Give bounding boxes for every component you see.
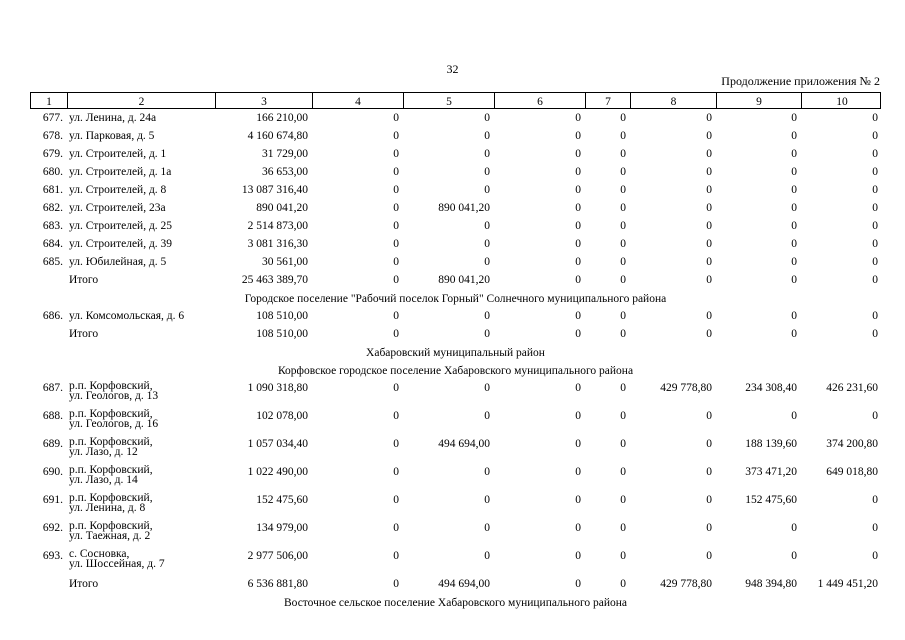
- address-line: с. Сосновка,: [69, 548, 130, 560]
- address-line: р.п. Корфовский,: [69, 492, 153, 504]
- header-cell: 6: [494, 93, 585, 108]
- table-cell: 4 160 674,80: [247, 130, 308, 142]
- table-cell: 0: [393, 130, 399, 142]
- table-cell: 0: [872, 112, 878, 124]
- section-heading: Хабаровский муниципальный район: [366, 347, 545, 359]
- table-cell: 682.: [42, 202, 63, 214]
- table-cell: 0: [620, 130, 626, 142]
- header-cell: 4: [312, 93, 403, 108]
- address-line: р.п. Корфовский,: [69, 408, 153, 420]
- table-cell: 0: [393, 438, 399, 450]
- header-cell: 8: [630, 93, 716, 108]
- table-cell: 426 231,60: [826, 382, 878, 394]
- row-number: 690.: [42, 466, 63, 478]
- table-cell: Итого: [69, 328, 99, 340]
- table-cell: 152 475,60: [256, 494, 308, 506]
- table-cell: 102 078,00: [256, 410, 308, 422]
- table-row: [30, 491, 881, 519]
- header-cell: 3: [215, 93, 312, 108]
- table-row: [30, 235, 881, 253]
- table-cell: 2 977 506,00: [247, 550, 308, 562]
- table-row: [30, 271, 881, 289]
- table-cell: ул. Строителей, д. 1а: [69, 166, 172, 178]
- table-cell: ул. Ленина, д. 24а: [69, 112, 157, 124]
- table-cell: ул. Строителей, д. 8: [69, 184, 167, 196]
- address-line: ул. Геологов, д. 16: [69, 418, 159, 430]
- appendix-note: Продолжение приложения № 2: [721, 74, 880, 88]
- table-cell: 0: [706, 522, 712, 534]
- row-number: 689.: [42, 438, 63, 450]
- address-line: ул. Ленина, д. 8: [69, 502, 146, 514]
- table-cell: 494 694,00: [438, 578, 490, 590]
- table-cell: 25 463 389,70: [241, 274, 308, 286]
- table-row: [30, 253, 881, 271]
- address-line: р.п. Корфовский,: [69, 436, 153, 448]
- table-cell: 890 041,20: [438, 274, 490, 286]
- table-cell: 679.: [42, 148, 63, 160]
- table-cell: 0: [393, 220, 399, 232]
- table-cell: 188 139,60: [745, 438, 797, 450]
- table-cell: 0: [393, 466, 399, 478]
- table-cell: 0: [575, 466, 581, 478]
- table-cell: 0: [393, 238, 399, 250]
- table-cell: 0: [872, 256, 878, 268]
- row-number: 687.: [42, 382, 63, 394]
- table-cell: 0: [393, 166, 399, 178]
- table-cell: 0: [706, 410, 712, 422]
- table-cell: 0: [791, 238, 797, 250]
- table-cell: 0: [872, 310, 878, 322]
- table-cell: 0: [393, 256, 399, 268]
- table-cell: 0: [791, 148, 797, 160]
- table-cell: 0: [393, 578, 399, 590]
- table-cell: 0: [393, 310, 399, 322]
- table-cell: 3 081 316,30: [247, 238, 308, 250]
- table-cell: 0: [791, 202, 797, 214]
- address-line: р.п. Корфовский,: [69, 464, 153, 476]
- table-cell: 0: [706, 438, 712, 450]
- table-cell: ул. Юбилейная, д. 5: [69, 256, 167, 268]
- table-cell: 0: [575, 550, 581, 562]
- table-row: [30, 435, 881, 463]
- section-heading: Корфовское городское поселение Хабаровского муниципального района: [277, 365, 634, 377]
- table-cell: 0: [872, 494, 878, 506]
- row-number: 691.: [42, 494, 63, 506]
- table-cell: 0: [575, 438, 581, 450]
- table-cell: 0: [706, 238, 712, 250]
- table-cell: 0: [575, 148, 581, 160]
- table-cell: 0: [791, 256, 797, 268]
- table-cell: 0: [706, 166, 712, 178]
- table-cell: 0: [872, 238, 878, 250]
- table-cell: 0: [706, 130, 712, 142]
- table-cell: 890 041,20: [438, 202, 490, 214]
- table-cell: 0: [872, 274, 878, 286]
- table-cell: 0: [791, 112, 797, 124]
- table-cell: 0: [872, 328, 878, 340]
- table-cell: 0: [575, 494, 581, 506]
- row-number: 692.: [42, 522, 63, 534]
- table-cell: 6 536 881,80: [247, 578, 308, 590]
- section-heading: Восточное сельское поселение Хабаровского муниципального района: [283, 597, 628, 609]
- page-number: 32: [446, 62, 459, 76]
- table-cell: 0: [484, 310, 490, 322]
- header-cell: 9: [716, 93, 801, 108]
- table-cell: 0: [575, 328, 581, 340]
- table-cell: 0: [620, 274, 626, 286]
- header-cell: 10: [801, 93, 882, 108]
- table-cell: 0: [393, 202, 399, 214]
- row-number: 693.: [42, 550, 63, 562]
- header-cell: 1: [46, 96, 52, 108]
- table-cell: 0: [393, 494, 399, 506]
- table-cell: 0: [484, 410, 490, 422]
- table-cell: 0: [620, 328, 626, 340]
- table-cell: 0: [575, 202, 581, 214]
- table-cell: 0: [620, 310, 626, 322]
- table-cell: [30, 575, 66, 593]
- table-cell: 0: [484, 148, 490, 160]
- table-cell: 0: [575, 112, 581, 124]
- table-cell: 0: [484, 184, 490, 196]
- table-cell: 0: [484, 328, 490, 340]
- table-cell: 0: [484, 550, 490, 562]
- table-cell: 0: [706, 328, 712, 340]
- address-cell: [66, 547, 214, 575]
- table-row: [30, 127, 881, 145]
- table-cell: 0: [791, 550, 797, 562]
- table-cell: 0: [791, 328, 797, 340]
- table-cell: 31 729,00: [262, 148, 308, 160]
- table-cell: ул. Строителей, д. 1: [69, 148, 167, 160]
- table-cell: 0: [575, 220, 581, 232]
- table-cell: 684.: [42, 238, 63, 250]
- table-row: [30, 519, 881, 547]
- table-cell: 0: [620, 494, 626, 506]
- table-row: [30, 547, 881, 575]
- table-cell: 0: [620, 466, 626, 478]
- header-cell: 7: [585, 93, 630, 108]
- table-cell: Итого: [69, 578, 99, 590]
- table-cell: 685.: [42, 256, 63, 268]
- table-cell: 0: [620, 522, 626, 534]
- table-cell: 0: [620, 382, 626, 394]
- table-cell: 0: [872, 550, 878, 562]
- table-cell: 0: [791, 410, 797, 422]
- table-cell: 0: [706, 310, 712, 322]
- address-cell: [66, 407, 214, 435]
- table-cell: 0: [791, 220, 797, 232]
- address-line: р.п. Корфовский,: [69, 520, 153, 532]
- header-cell: 2: [67, 93, 215, 108]
- address-cell: [66, 435, 214, 463]
- table-cell: 0: [393, 550, 399, 562]
- table-cell: 0: [706, 184, 712, 196]
- table-cell: 234 308,40: [745, 382, 797, 394]
- table-cell: 0: [706, 256, 712, 268]
- table-row: [30, 163, 881, 181]
- table-cell: 134 979,00: [256, 522, 308, 534]
- table-cell: 0: [620, 256, 626, 268]
- table-row: [30, 199, 881, 217]
- table-cell: ул. Строителей, д. 25: [69, 220, 173, 232]
- table-cell: 0: [791, 130, 797, 142]
- address-line: ул. Таежная, д. 2: [69, 530, 151, 542]
- table-cell: 0: [575, 382, 581, 394]
- table-cell: 0: [791, 310, 797, 322]
- table-cell: 0: [484, 494, 490, 506]
- table-cell: 0: [620, 578, 626, 590]
- address-line: р.п. Корфовский,: [69, 380, 153, 392]
- table-cell: 0: [484, 112, 490, 124]
- table-cell: 0: [393, 410, 399, 422]
- table-cell: 429 778,80: [660, 578, 712, 590]
- table-cell: 1 057 034,40: [247, 438, 308, 450]
- table-cell: 0: [575, 578, 581, 590]
- table-cell: 108 510,00: [256, 310, 308, 322]
- table-cell: 0: [620, 220, 626, 232]
- table-row: [30, 109, 881, 127]
- table-row: [30, 181, 881, 199]
- table-cell: 0: [575, 256, 581, 268]
- table-cell: 0: [393, 382, 399, 394]
- table-cell: 0: [620, 166, 626, 178]
- table-cell: 0: [872, 148, 878, 160]
- table-cell: 0: [620, 438, 626, 450]
- table-cell: 1 090 318,80: [247, 382, 308, 394]
- table-cell: 0: [706, 148, 712, 160]
- table-cell: 0: [872, 522, 878, 534]
- address-cell: [66, 379, 214, 407]
- table-cell: 0: [620, 410, 626, 422]
- table-cell: 0: [393, 184, 399, 196]
- table-cell: Итого: [69, 274, 99, 286]
- table-cell: 0: [620, 238, 626, 250]
- table-row: [30, 217, 881, 235]
- table-cell: 0: [484, 130, 490, 142]
- table-cell: 0: [484, 256, 490, 268]
- table-cell: 0: [706, 274, 712, 286]
- table-cell: 429 778,80: [660, 382, 712, 394]
- table-cell: 681.: [42, 184, 63, 196]
- table-header: [30, 92, 881, 109]
- table-row: [30, 379, 881, 407]
- table-cell: ул. Парковая, д. 5: [69, 130, 155, 142]
- table-cell: 0: [393, 112, 399, 124]
- table-row: [30, 407, 881, 435]
- data-table: [30, 92, 881, 611]
- table-cell: 0: [706, 112, 712, 124]
- table-cell: 13 087 316,40: [241, 184, 308, 196]
- table-cell: 0: [575, 410, 581, 422]
- table-cell: 0: [791, 274, 797, 286]
- table-cell: 166 210,00: [256, 112, 308, 124]
- table-cell: 0: [872, 184, 878, 196]
- table-cell: 152 475,60: [745, 494, 797, 506]
- table-cell: 36 653,00: [262, 166, 308, 178]
- table-cell: 0: [484, 382, 490, 394]
- table-cell: 494 694,00: [438, 438, 490, 450]
- table-cell: 686.: [42, 310, 63, 322]
- table-cell: 0: [393, 522, 399, 534]
- table-cell: 0: [575, 310, 581, 322]
- row-number: 688.: [42, 410, 63, 422]
- table-cell: ул. Комсомольская, д. 6: [69, 310, 185, 322]
- table-cell: 649 018,80: [826, 466, 878, 478]
- table-cell: 1 449 451,20: [817, 578, 878, 590]
- table-cell: 0: [791, 522, 797, 534]
- table-cell: 0: [484, 522, 490, 534]
- table-cell: 0: [575, 274, 581, 286]
- table-cell: 678.: [42, 130, 63, 142]
- table-cell: 0: [620, 112, 626, 124]
- table-row: [30, 463, 881, 491]
- table-cell: 0: [706, 202, 712, 214]
- table-cell: 0: [620, 148, 626, 160]
- section-heading: Городское поселение "Рабочий поселок Горный" Солнечного муниципального района: [244, 293, 667, 305]
- header-cell: 5: [403, 93, 494, 108]
- address-line: ул. Лазо, д. 14: [69, 474, 138, 486]
- table-cell: 0: [393, 148, 399, 160]
- table-cell: 0: [575, 238, 581, 250]
- table-cell: 0: [575, 184, 581, 196]
- table-row: [30, 145, 881, 163]
- table-cell: 2 514 873,00: [247, 220, 308, 232]
- table-cell: ул. Строителей, д. 39: [69, 238, 173, 250]
- address-line: ул. Лазо, д. 12: [69, 446, 138, 458]
- table-cell: 0: [484, 220, 490, 232]
- table-cell: 948 394,80: [745, 578, 797, 590]
- address-line: ул. Геологов, д. 13: [69, 390, 159, 402]
- address-cell: [66, 463, 214, 491]
- table-cell: 0: [706, 220, 712, 232]
- table-row: [30, 325, 881, 343]
- table-cell: [30, 271, 66, 289]
- address-line: ул. Шоссейная, д. 7: [69, 558, 165, 570]
- table-cell: 0: [620, 184, 626, 196]
- table-cell: 0: [872, 410, 878, 422]
- table-cell: 0: [393, 328, 399, 340]
- table-cell: 683.: [42, 220, 63, 232]
- table-cell: 0: [484, 238, 490, 250]
- table-cell: 0: [872, 130, 878, 142]
- table-cell: 0: [575, 166, 581, 178]
- table-cell: 0: [872, 202, 878, 214]
- address-cell: [66, 491, 214, 519]
- address-cell: [66, 519, 214, 547]
- table-cell: 30 561,00: [262, 256, 308, 268]
- table-cell: 0: [620, 202, 626, 214]
- table-cell: 0: [620, 550, 626, 562]
- table-cell: 0: [484, 166, 490, 178]
- table-cell: ул. Строителей, 23а: [69, 202, 166, 214]
- table-cell: [30, 325, 66, 343]
- table-cell: 677.: [42, 112, 63, 124]
- table-cell: 108 510,00: [256, 328, 308, 340]
- table-cell: 373 471,20: [745, 466, 797, 478]
- table-cell: 0: [706, 494, 712, 506]
- table-row: [30, 575, 881, 593]
- table-cell: 890 041,20: [256, 202, 308, 214]
- table-row: [30, 307, 881, 325]
- table-cell: 374 200,80: [826, 438, 878, 450]
- table-cell: 1 022 490,00: [247, 466, 308, 478]
- table-cell: 0: [484, 466, 490, 478]
- table-cell: 0: [706, 466, 712, 478]
- table-cell: 680.: [42, 166, 63, 178]
- table-cell: 0: [872, 166, 878, 178]
- table-cell: 0: [791, 184, 797, 196]
- table-cell: 0: [706, 550, 712, 562]
- table-cell: 0: [575, 130, 581, 142]
- table-cell: 0: [791, 166, 797, 178]
- table-cell: 0: [575, 522, 581, 534]
- table-cell: 0: [393, 274, 399, 286]
- table-cell: 0: [872, 220, 878, 232]
